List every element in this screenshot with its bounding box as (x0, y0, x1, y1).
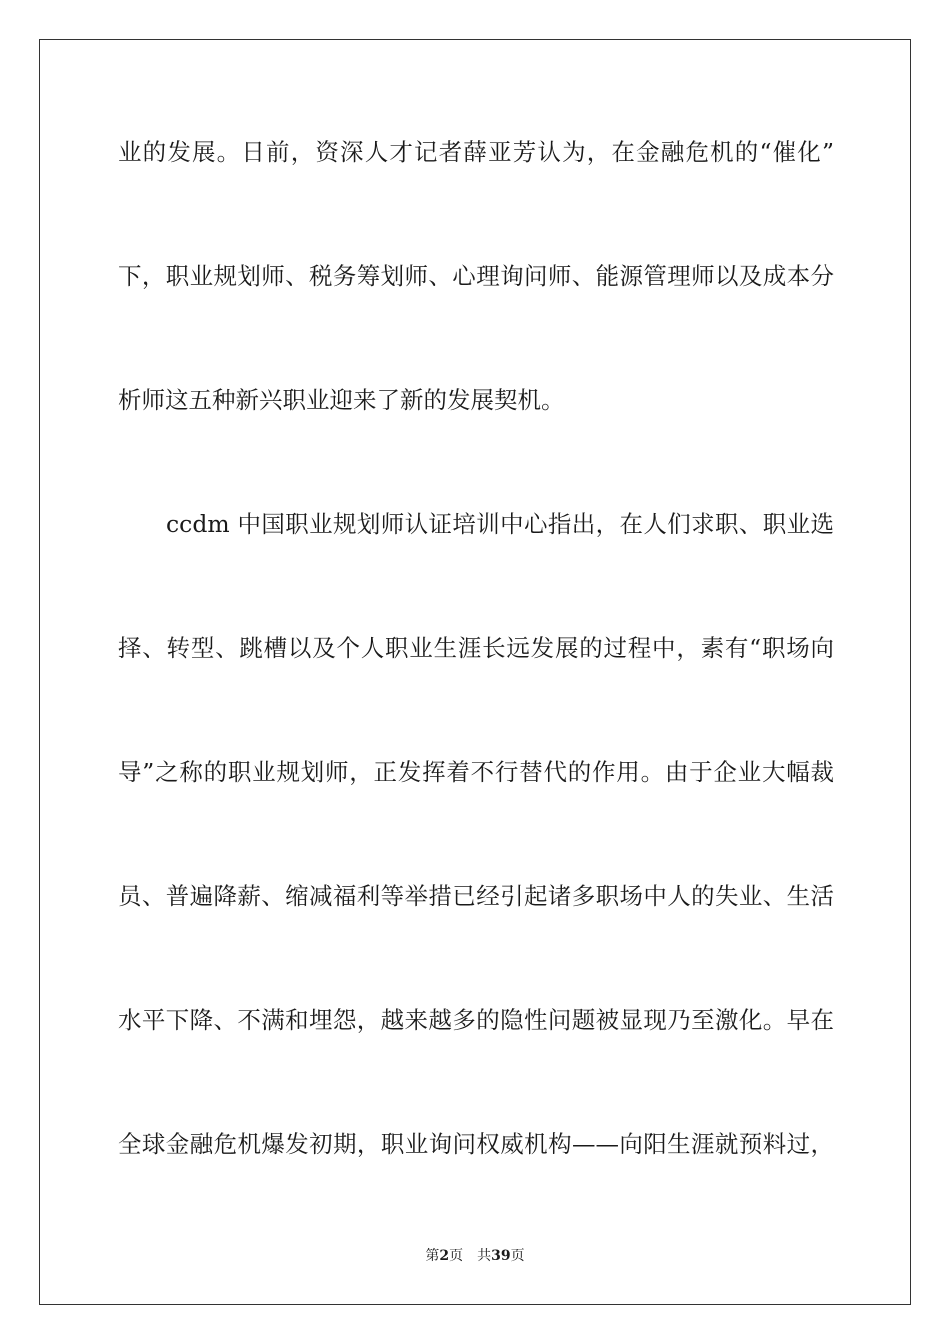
paragraph-line: 员、普遍降薪、缩减福利等举措已经引起诸多职场中人的失业、生活 (118, 882, 834, 910)
paragraph-line: 下，职业规划师、税务筹划师、心理询问师、能源管理师以及成本分 (118, 262, 834, 290)
page-number-label (425, 1248, 463, 1264)
page-number: 2 (439, 1248, 450, 1264)
total-suffix: 页 (510, 1248, 525, 1264)
paragraph-line: 择、转型、跳槽以及个人职业生涯长远发展的过程中，素有“职场向 (118, 634, 834, 662)
total-pages: 39 (491, 1248, 511, 1264)
page-suffix: 页 (449, 1248, 464, 1264)
paragraph-line: 析师这五种新兴职业迎来了新的发展契机。 (118, 386, 565, 414)
paragraph-line: 业的发展。日前，资深人才记者薛亚芳认为，在金融危机的“催化” (118, 138, 834, 166)
page-border (39, 39, 911, 1305)
paragraph-line: ccdm 中国职业规划师认证培训中心指出，在人们求职、职业选 (166, 510, 834, 538)
paragraph-line: 导”之称的职业规划师，正发挥着不行替代的作用。由于企业大幅裁 (118, 758, 834, 786)
page-prefix: 第 (425, 1248, 440, 1264)
page-footer (0, 1247, 950, 1265)
paragraph-line: 全球金融危机爆发初期，职业询问权威机构——向阳生涯就预料过， (118, 1130, 834, 1158)
paragraph-line: 水平下降、不满和埋怨，越来越多的隐性问题被显现乃至激化。早在 (118, 1006, 834, 1034)
total-pages-label (477, 1248, 524, 1264)
total-prefix: 共 (477, 1248, 492, 1264)
